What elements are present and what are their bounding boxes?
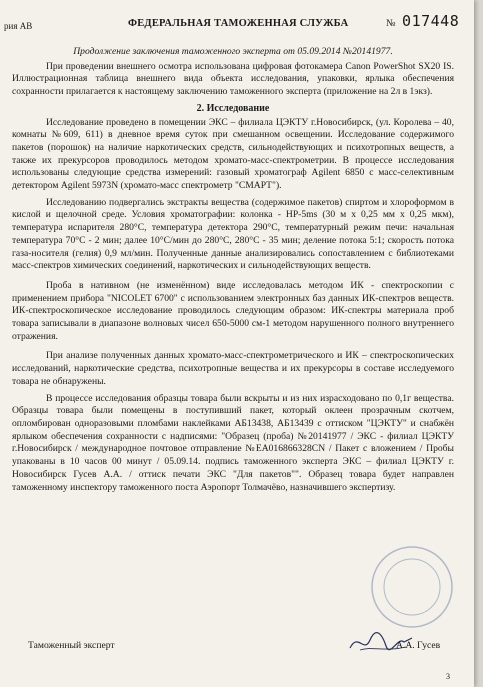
agency-title: ФЕДЕРАЛЬНАЯ ТАМОЖЕННАЯ СЛУЖБА	[128, 18, 349, 29]
document-body	[12, 46, 454, 498]
paragraph-premises: Исследование проведено в помещении ЭКС – филиала ЦЭКТУ г.Новосибирск, (ул. Королева – 40, комнаты №609, 611) в дневное время суток при смешанном освещении. Исследование содержимого пакетов (порошок) на наличие наркотических средств, сильнодействующих и психотропных веществ, а также их прекурсоров проводилось методом хромато-масс-спектрометрии. В процессе исследования использованы следующие средства измерений: газовый хроматограф Agilent 6850 с масс-селективным детектором Agilent 5973N (хромато-масс спектрометр "СМАРТ").	[12, 116, 454, 192]
paragraph-conclusion: При анализе полученных данных хромато-масс-спектрометрического и ИК – спектроскопических исследований, наркотические средства, психотропные вещества и их прекурсоры в составе исследуемого товара не обнаружены.	[12, 350, 454, 387]
page-header	[0, 12, 474, 36]
paragraph-ir-spectroscopy: Проба в нативном (не изменённом) виде исследовалась методом ИК - спектроскопии с применением прибора "NICOLET 6700" с использованием электронных баз данных ИК-спектров веществ. ИК-спектроскопическое исследование проводилось следующим образом: ИК-спектры материала проб товара записывали в диапазоне волновых чисел 650-5000 см-1 методом нарушенного полного внутреннего отражения.	[12, 279, 454, 342]
section-title: 2. Исследование	[196, 102, 270, 114]
form-series: рия АВ	[4, 21, 33, 31]
document-number-value: 017448	[402, 12, 460, 30]
paragraph-samples: В процессе исследования образцы товара были вскрыты и из них израсходовано по 0,1г вещества. Образцы товара были помещены в поступивший пакет, который оклеен прозрачным скотчем, опломбирован одноразовыми пломбами наклейками АБ13438, АБ13439 с оттиском "ЦЭКТУ" и снабжён ярлыком обеспечения сохранности с надписями: "Образец (проба) №20141977 / ЭКС - филиал ЦЭКТУ г.Новосибирск / международное почтовое отправление №ЕА016866328СN / Пакет с вложением / Пробы упакованы в 10 часов 00 минут / 05.09.14. подпись таможенного эксперта ЭКС – филиал ЦЭКТУ г. Новосибирск Гусев А.А. / оттиск печати ЭКС "Для пакетов"". Образец товара будет направлен таможенному инспектору таможенного поста Аэропорт Толмачёво, назначившего экспертизу.	[12, 392, 454, 493]
seal-stamp	[370, 545, 454, 629]
page-number: 3	[446, 672, 450, 681]
signer-role: Таможенный эксперт	[28, 640, 115, 651]
continuation-line: Продолжение заключения таможенного эксперта от 05.09.2014 №20141977.	[73, 46, 393, 57]
intro-paragraph: При проведении внешнего осмотра использована цифровая фотокамера Canon PowerShot SX20 IS. Иллюстрационная таблица внешнего вида объекта исследования, упаковки, ярлыка обеспечения сохранности прилагается к настоящему заключению таможенного эксперта (приложение на 2л в 1экз).	[12, 60, 454, 98]
number-sign: №	[386, 18, 396, 29]
paragraph-chromatography: Исследованию подвергались экстракты вещества (содержимое пакетов) спиртом и хлороформом в кислой и щелочной среде. Условия хроматографии: колонка - HP-5ms (30 м х 0,25 мм х 0,25 мкм), температура испарителя 280°С, температура детектора 290°С, температурный режим печи: начальная температура 70°С - 2 мин; далее 10°С/мин до 280°С, 280°С - 35 мин; деление потока 5:1; скорость потока газа-носителя (гелия) 0,9 мл/мин. Полученные данные анализировались сопоставлением с библиотеками масс-спектров химических соединений, наркотических и сильнодействующих веществ.	[12, 196, 454, 272]
document-number	[386, 12, 459, 30]
signer-name: А.А. Гусев	[396, 640, 441, 651]
